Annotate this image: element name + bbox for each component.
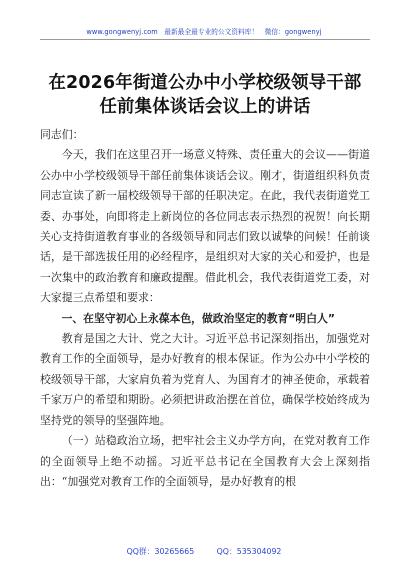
header-site-link[interactable]: www.gongwenyj.com — [86, 28, 158, 36]
header-wechat: 微信：gongwenyj — [264, 28, 322, 36]
footer-qq-group: QQ群：30265665 — [126, 547, 195, 556]
page-footer — [0, 546, 408, 557]
document-body — [40, 125, 370, 492]
document-title: 在2026年街道公办中小学校级领导干部任前集体谈话会议上的讲话 — [48, 73, 362, 117]
page-header — [0, 26, 408, 36]
salutation: 同志们： — [40, 128, 84, 141]
footer-qq: QQ：535304092 — [216, 547, 282, 556]
section-heading-1: 一、在坚守初心上永葆本色，做政治坚定的教育“明白人” — [61, 311, 335, 325]
header-tagline: 最新最全最专业的公文资料库！ — [164, 28, 259, 36]
header-divider — [40, 39, 370, 40]
paragraph-education: 教育是国之大计、党之大计。习近平总书记深刻指出，加强党对教育工作的全面领导，是办好教育的根本保证。作为公办中小学校的校级领导干部，大家肩负着为党育人、为国育才的神圣使命，承载着千家万户的希望和期盼。必须把讲政治摆在首位，确保学校始终成为坚持党的领导的坚强阵地。 — [40, 332, 370, 427]
paragraph-political-stance: （一）站稳政治立场，把牢社会主义办学方向，在党对教育工作的全面领导上绝不动摇。习近平总书记在全国教育大会上深刻指出：“加强党对教育工作的全面领导，是办好教育的根 — [40, 434, 370, 488]
paragraph-intro: 今天，我们在这里召开一场意义特殊、责任重大的会议——街道公办中小学校级领导干部任前集体谈话会议。刚才，街道组织科负责同志宣读了新一届校级领导干部的任职决定。在此，我代表街道党工委、办事处，向即将走上新岗位的各位同志表示热烈的祝贺！向长期关心支持街道教育事业的各级领导和同志们致以诚挚的问候！任前谈话，是干部选拔任用的必经程序，是组织对大家的关心和爱护，也是一次集中的政治教育和廉政提醒。借此机会，我代表街道党工委，对大家提三点希望和要求： — [40, 148, 370, 305]
